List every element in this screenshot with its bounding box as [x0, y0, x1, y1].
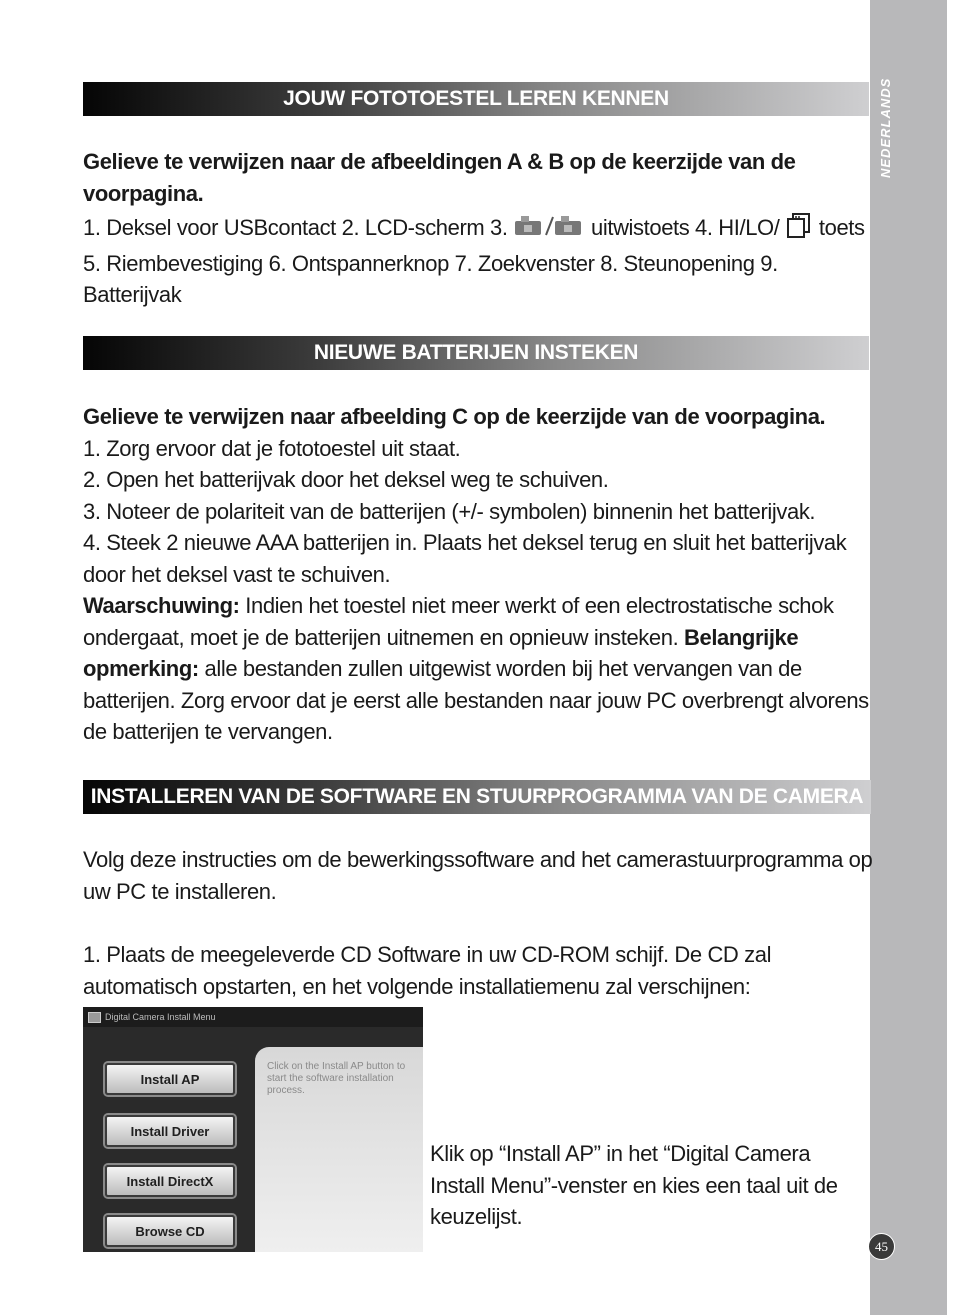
warning-text: Indien het toestel niet meer werkt of een electrostatische schok ondergaat, moet je de batterijen uitnemen en opnieuw insteken. — [83, 593, 834, 650]
parts-text-c: toets 5. Riembevestiging 6. Ontspannerknop 7. Zoekvenster 8. Steunopening 9. Batterijvak — [83, 215, 865, 307]
heading-text: JOUW FOTOTOESTEL LEREN KENNEN — [283, 87, 669, 110]
section-heading-software — [83, 780, 871, 814]
warning-label: Waarschuwing: — [83, 593, 240, 618]
battery-step: 3. Noteer de polariteit van de batterijen (+/- symbolen) binnenin het batterijvak. — [83, 498, 816, 524]
section-heading-batteries — [83, 336, 869, 370]
section2-body — [83, 401, 873, 748]
install-menu-title: Digital Camera Install Menu — [105, 1012, 216, 1022]
language-side-tab — [870, 0, 947, 1315]
install-menu-titlebar — [83, 1007, 423, 1027]
browse-cd-button[interactable]: Browse CD — [105, 1215, 235, 1247]
battery-step: 4. Steek 2 nieuwe AAA batterijen in. Plaats het deksel terug en sluit het batterijvak door het deksel vast te schuiven. — [83, 530, 847, 587]
section-heading-camera-parts — [83, 82, 869, 116]
install-driver-button[interactable]: Install Driver — [105, 1115, 235, 1147]
section3-step1: 1. Plaats de meegeleverde CD Software in uw CD-ROM schijf. De CD zal automatisch opstarten, en het volgende installatiemenu zal verschijnen: — [83, 942, 772, 999]
section1-parts-list — [83, 211, 873, 311]
note-label: Belangrijke opmerking: — [83, 624, 799, 681]
heading-text: NIEUWE BATTERIJEN INSTEKEN — [313, 341, 639, 364]
install-directx-button[interactable]: Install DirectX — [105, 1165, 235, 1197]
warning-paragraph — [83, 590, 873, 748]
heading-text: INSTALLEREN VAN DE SOFTWARE EN STUURPROGRAMMA VAN DE CAMERA — [90, 785, 864, 808]
install-ap-button[interactable]: Install AP — [105, 1063, 235, 1095]
window-icon — [88, 1012, 101, 1023]
language-label — [878, 154, 954, 178]
install-menu-info-panel — [255, 1047, 423, 1252]
delete-icon — [513, 213, 585, 248]
note-text: alle bestanden zullen uitgewist worden bij het vervangen van de batterijen. Zorg ervoor dat je eerst alle bestanden naar jouw PC overbrengt alvorens de batterijen te vervangen. — [83, 656, 869, 744]
page-number: 45 — [868, 1233, 895, 1260]
section1-intro: Gelieve te verwijzen naar de afbeeldingen A & B op de keerzijde van de voorpagina. — [83, 149, 796, 206]
install-menu-hint: Click on the Install AP button to start the software installation process. — [267, 1061, 406, 1096]
install-caption: Klik op “Install AP” in het “Digital Camera Install Menu”-venster en kies een taal uit de keuzelijst. — [430, 1141, 838, 1229]
parts-text-a: 1. Deksel voor USBcontact 2. LCD-scherm 3. — [83, 215, 514, 240]
section3-intro: Volg deze instructies om de bewerkingssoftware and het camerastuurprogramma op uw PC te installeren. — [83, 847, 873, 904]
section2-intro: Gelieve te verwijzen naar afbeelding C op de keerzijde van de voorpagina. — [83, 404, 826, 429]
install-menu-screenshot — [83, 1007, 423, 1252]
parts-text-b: uitwistoets 4. HI/LO/ — [591, 215, 786, 240]
battery-step: 2. Open het batterijvak door het deksel weg te schuiven. — [83, 467, 609, 492]
image-quality-icon — [785, 211, 813, 248]
battery-step: 1. Zorg ervoor dat je fototoestel uit staat. — [83, 435, 461, 461]
